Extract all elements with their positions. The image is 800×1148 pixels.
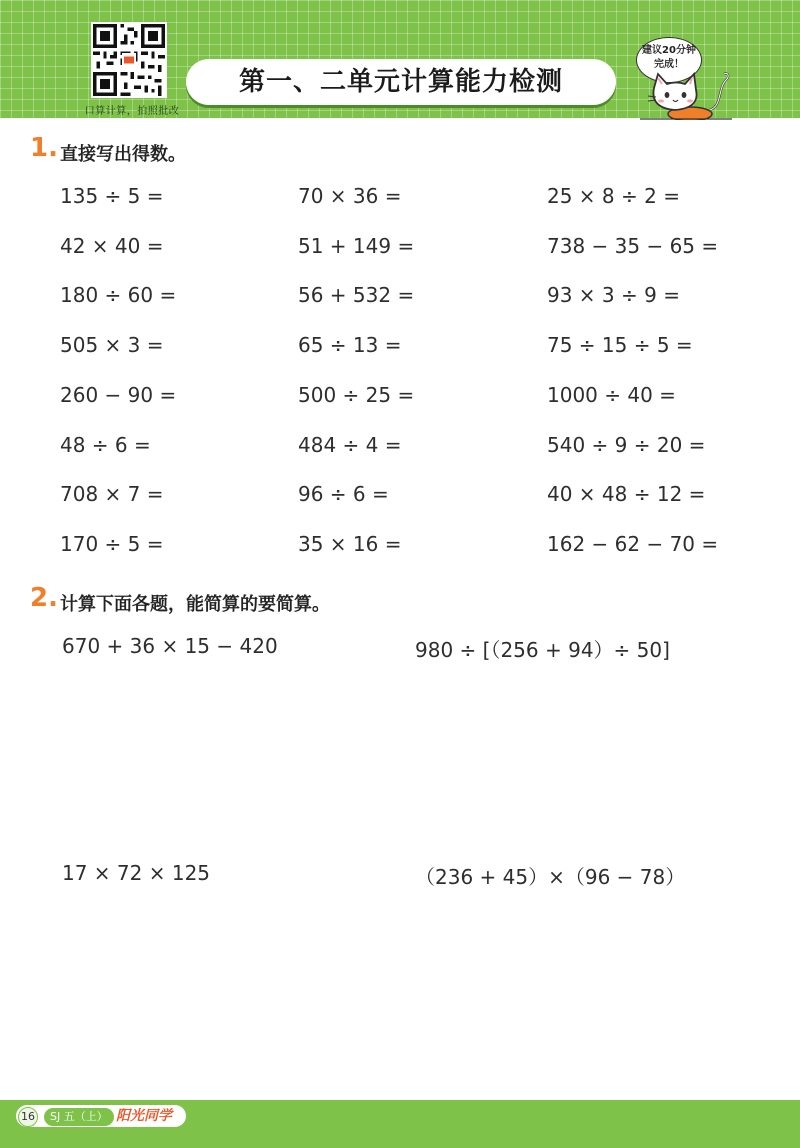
cat-mascot-icon xyxy=(640,66,732,120)
expression-r1-c2: 70 × 36 = xyxy=(298,184,402,208)
expression-r5-c3: 1000 ÷ 40 = xyxy=(547,383,676,407)
expression-r4-c3: 75 ÷ 15 ÷ 5 = xyxy=(547,333,693,357)
problem-4: （236 + 45）×（96 − 78） xyxy=(415,865,686,889)
expression-r7-c3: 40 × 48 ÷ 12 = xyxy=(547,482,706,506)
expression-r6-c2: 484 ÷ 4 = xyxy=(298,433,402,457)
expression-r8-c1: 170 ÷ 5 = xyxy=(60,532,164,556)
problem-3: 17 × 72 × 125 xyxy=(62,861,211,885)
page-number: 16 xyxy=(18,1107,38,1127)
expression-r2-c3: 738 − 35 − 65 = xyxy=(547,234,719,258)
problem-1: 670 + 36 × 15 − 420 xyxy=(62,634,278,658)
expression-r1-c1: 135 ÷ 5 = xyxy=(60,184,164,208)
expression-r6-c1: 48 ÷ 6 = xyxy=(60,433,151,457)
expression-r4-c2: 65 ÷ 13 = xyxy=(298,333,402,357)
section-1-title: 直接写出得数。 xyxy=(60,144,186,165)
section-2-number: 2. xyxy=(30,583,58,613)
grade-badge: SJ 五（上） xyxy=(44,1108,114,1126)
expression-r8-c2: 35 × 16 = xyxy=(298,532,402,556)
page-title: 第一、二单元计算能力检测 xyxy=(238,67,563,97)
expression-r7-c2: 96 ÷ 6 = xyxy=(298,482,389,506)
qr-code-icon xyxy=(91,22,167,98)
expression-r2-c1: 42 × 40 = xyxy=(60,234,164,258)
expression-r2-c2: 51 + 149 = xyxy=(298,234,415,258)
header-band xyxy=(0,0,800,118)
expression-r3-c1: 180 ÷ 60 = xyxy=(60,283,177,307)
footer-band xyxy=(0,1100,800,1148)
section-2-title: 计算下面各题，能简算的要简算。 xyxy=(60,594,330,615)
title-banner xyxy=(186,59,616,105)
expression-r5-c2: 500 ÷ 25 = xyxy=(298,383,415,407)
qr-caption: 口算计算，拍照批改 xyxy=(84,106,180,117)
expression-r1-c3: 25 × 8 ÷ 2 = xyxy=(547,184,680,208)
bubble-text-line2: 完成！ xyxy=(654,59,684,70)
section-1-number: 1. xyxy=(30,133,58,163)
expression-r8-c3: 162 − 62 − 70 = xyxy=(547,532,719,556)
expression-r5-c1: 260 − 90 = xyxy=(60,383,177,407)
expression-r4-c1: 505 × 3 = xyxy=(60,333,164,357)
expression-r7-c1: 708 × 7 = xyxy=(60,482,164,506)
expression-r6-c3: 540 ÷ 9 ÷ 20 = xyxy=(547,433,706,457)
expression-r3-c2: 56 + 532 = xyxy=(298,283,415,307)
brand-logo: 阳光同学 xyxy=(116,1108,172,1124)
bubble-text-line1: 建议20分钟 xyxy=(642,45,696,56)
expression-r3-c3: 93 × 3 ÷ 9 = xyxy=(547,283,680,307)
problem-2: 980 ÷ [（256 + 94）÷ 50] xyxy=(415,638,670,662)
